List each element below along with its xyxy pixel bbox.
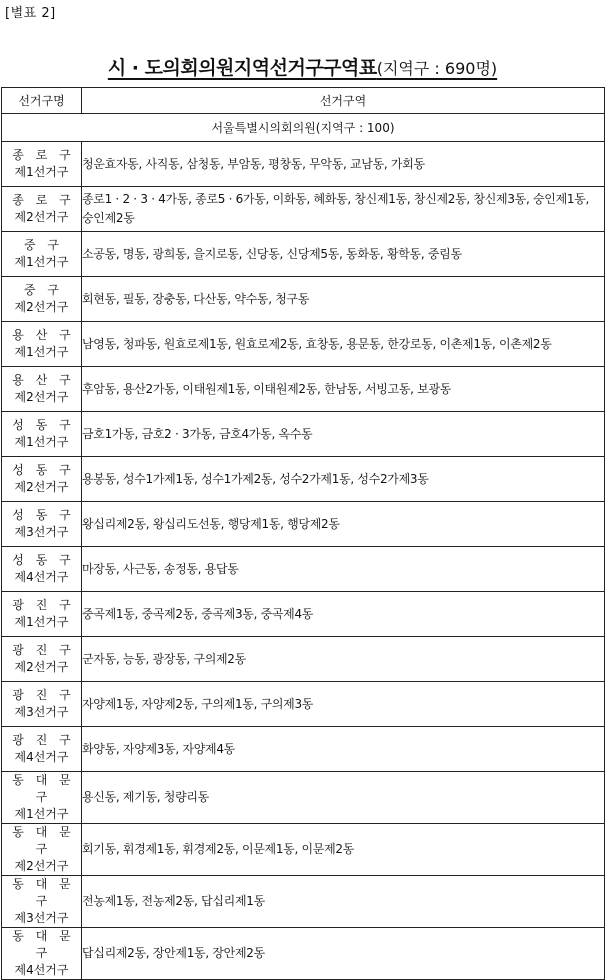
district-area-cell: 왕십리제2동, 왕십리도선동, 행당제1동, 행당제2동 [82,502,605,547]
district-area-cell: 회기동, 휘경제1동, 휘경제2동, 이문제1동, 이문제2동 [82,824,605,876]
district-gu-name: 광 진 구 [12,688,75,702]
district-area-cell: 후암동, 용산2가동, 이태원제1동, 이태원제2동, 한남동, 서빙고동, 보광동 [82,367,605,412]
district-name-cell [2,277,82,322]
district-table [1,87,605,980]
district-gu-name: 성 동 구 [12,553,75,567]
district-area-cell: 자양제1동, 자양제2동, 구의제1동, 구의제3동 [82,682,605,727]
district-gu-name: 용 산 구 [12,328,75,342]
table-row [2,876,605,928]
district-number: 제2선거구 [14,859,69,873]
table-row [2,727,605,772]
district-gu-name: 종 로 구 [12,193,75,207]
district-name-cell [2,322,82,367]
district-number: 제2선거구 [14,210,69,224]
district-number: 제2선거구 [14,300,69,314]
table-row [2,928,605,980]
district-area-cell: 중곡제1동, 중곡제2동, 중곡제3동, 중곡제4동 [82,592,605,637]
table-header-row [2,88,605,114]
district-name-cell [2,502,82,547]
table-row [2,322,605,367]
district-name-cell [2,547,82,592]
district-area-cell: 금호1가동, 금호2 · 3가동, 금호4가동, 옥수동 [82,412,605,457]
district-gu-name: 종 로 구 [12,148,75,162]
district-gu-name: 성 동 구 [12,418,75,432]
district-gu-name: 동 대 문 구 [12,773,75,804]
district-name-cell [2,187,82,232]
table-row [2,142,605,187]
district-number: 제2선거구 [14,480,69,494]
district-name-cell [2,928,82,980]
district-gu-name: 중 구 [24,283,63,297]
table-row [2,502,605,547]
district-area-cell: 마장동, 사근동, 송정동, 용답동 [82,547,605,592]
table-row [2,277,605,322]
document-subtitle: (지역구 : 690명) [376,59,498,78]
district-name-cell [2,232,82,277]
section-label: 서울특별시의회의원(지역구 : 100) [2,114,605,142]
district-gu-name: 동 대 문 구 [12,877,75,908]
header-district-area: 선거구역 [82,88,605,114]
district-gu-name: 동 대 문 구 [12,825,75,856]
district-name-cell [2,637,82,682]
table-row [2,547,605,592]
district-gu-name: 용 산 구 [12,373,75,387]
table-row [2,457,605,502]
header-district-name: 선거구명 [2,88,82,114]
district-area-cell: 소공동, 명동, 광희동, 을지로동, 신당동, 신당제5동, 동화동, 황학동, 중림동 [82,232,605,277]
district-name-cell [2,727,82,772]
district-name-cell [2,457,82,502]
district-gu-name: 광 진 구 [12,733,75,747]
table-row [2,367,605,412]
district-name-cell [2,367,82,412]
table-row [2,187,605,232]
district-gu-name: 성 동 구 [12,463,75,477]
table-row [2,824,605,876]
annex-label: [별표 2] [5,6,56,21]
district-area-cell: 청운효자동, 사직동, 삼청동, 부암동, 평창동, 무악동, 교남동, 가회동 [82,142,605,187]
district-number: 제4선거구 [14,750,69,764]
district-gu-name: 중 구 [24,238,63,252]
district-number: 제3선거구 [14,525,69,539]
district-number: 제1선거구 [14,165,69,179]
table-body [2,114,605,980]
district-number: 제3선거구 [14,911,69,925]
district-number: 제4선거구 [14,963,69,977]
table-row [2,637,605,682]
table-row [2,412,605,457]
district-number: 제1선거구 [14,807,69,821]
section-row [2,114,605,142]
district-number: 제1선거구 [14,345,69,359]
table-row [2,682,605,727]
district-area-cell: 군자동, 능동, 광장동, 구의제2동 [82,637,605,682]
table-row [2,772,605,824]
district-area-cell: 회현동, 필동, 장충동, 다산동, 약수동, 청구동 [82,277,605,322]
district-number: 제1선거구 [14,435,69,449]
district-name-cell [2,876,82,928]
document-title-block [0,54,605,83]
district-name-cell [2,592,82,637]
district-number: 제2선거구 [14,660,69,674]
district-area-cell: 용봉동, 성수1가제1동, 성수1가제2동, 성수2가제1동, 성수2가제3동 [82,457,605,502]
district-name-cell [2,824,82,876]
district-area-cell: 전농제1동, 전농제2동, 답십리제1동 [82,876,605,928]
district-gu-name: 광 진 구 [12,598,75,612]
district-name-cell [2,142,82,187]
district-gu-name: 성 동 구 [12,508,75,522]
district-number: 제1선거구 [14,255,69,269]
district-area-cell: 답십리제2동, 장안제1동, 장안제2동 [82,928,605,980]
document-title: 시 · 도의회의원지역선거구구역표 [107,57,377,79]
district-gu-name: 광 진 구 [12,643,75,657]
district-area-cell: 용신동, 제기동, 청량리동 [82,772,605,824]
district-number: 제4선거구 [14,570,69,584]
district-area-cell: 종로1 · 2 · 3 · 4가동, 종로5 · 6가동, 이화동, 혜화동, 창신제1동, 창신제2동, 창신제3동, 숭인제1동, 숭인제2동 [82,187,605,232]
district-name-cell [2,682,82,727]
district-number: 제3선거구 [14,705,69,719]
district-name-cell [2,772,82,824]
district-name-cell [2,412,82,457]
district-number: 제1선거구 [14,615,69,629]
district-area-cell: 화양동, 자양제3동, 자양제4동 [82,727,605,772]
table-row [2,592,605,637]
district-area-cell: 남영동, 청파동, 원효로제1동, 원효로제2동, 효창동, 용문동, 한강로동, 이촌제1동, 이촌제2동 [82,322,605,367]
district-number: 제2선거구 [14,390,69,404]
district-gu-name: 동 대 문 구 [12,929,75,960]
table-row [2,232,605,277]
